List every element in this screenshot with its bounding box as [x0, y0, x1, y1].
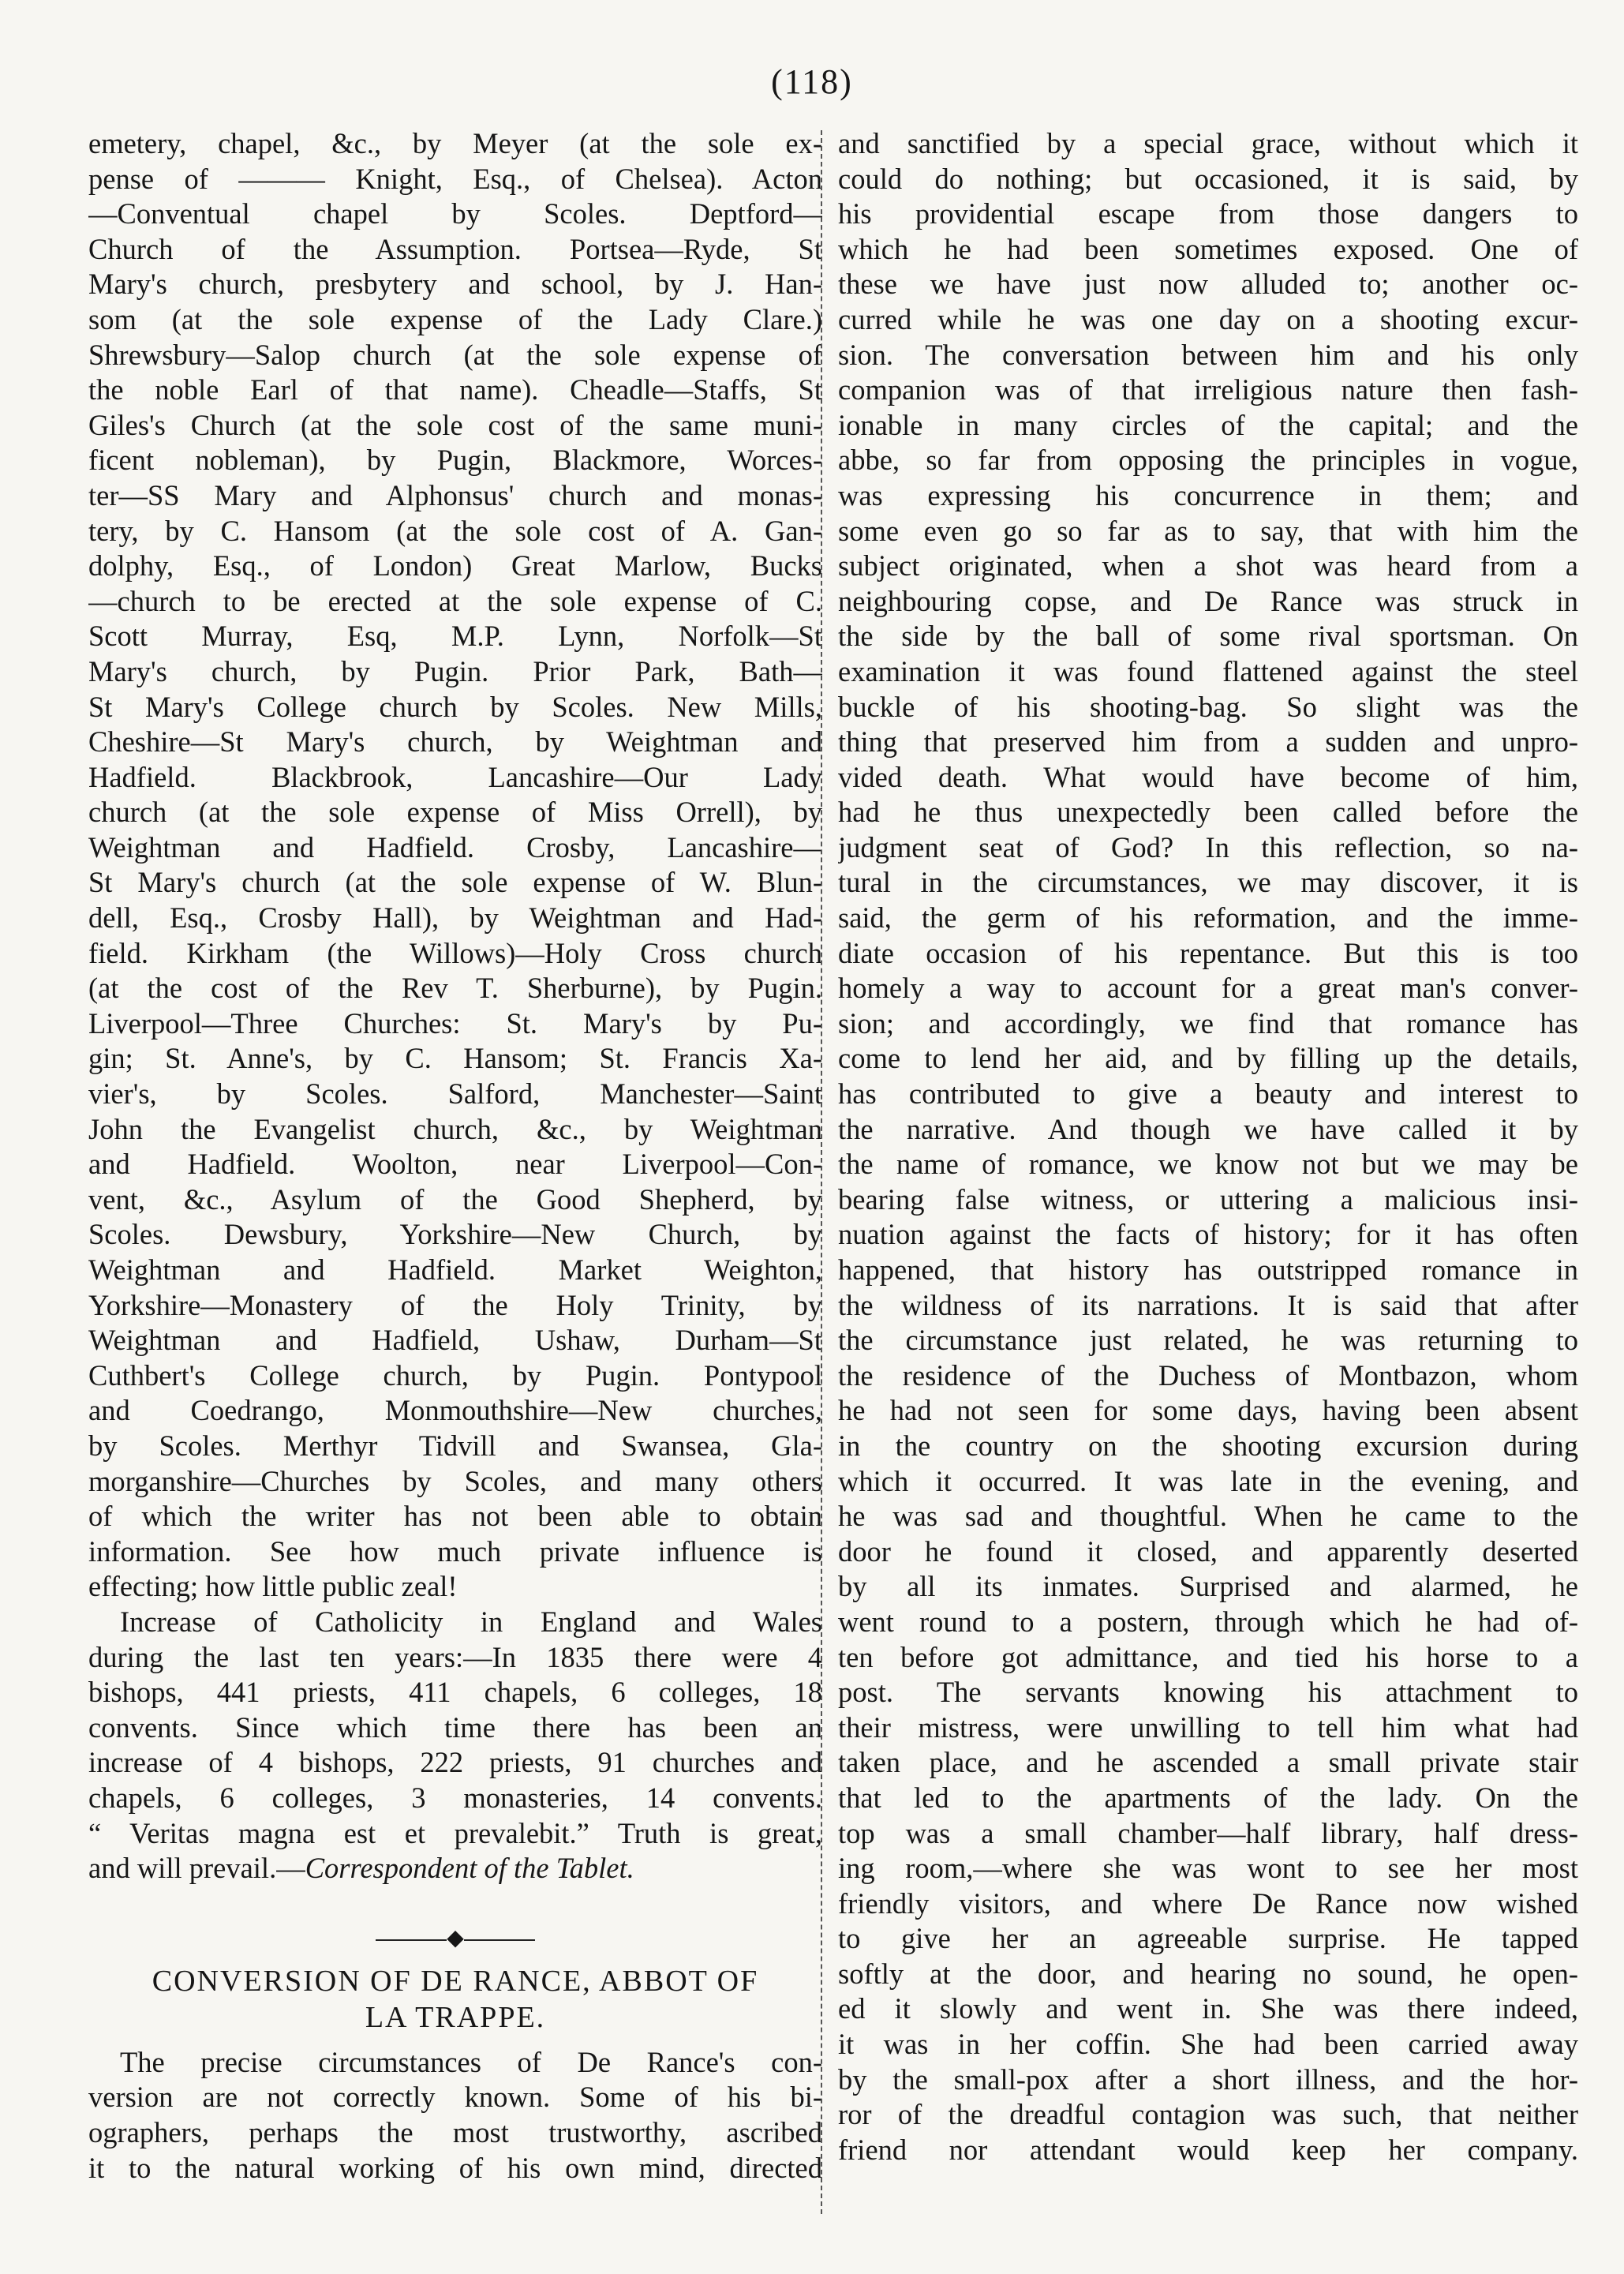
text-line: come to lend her aid, and by filling up the details, — [838, 1042, 1578, 1075]
text-line: said, the germ of his reformation, and the imme- — [838, 901, 1578, 935]
text-line: —Conventual chapel by Scoles. Deptford— — [88, 197, 822, 230]
text-line: which it occurred. It was late in the evening, and — [838, 1464, 1578, 1497]
text-line: of which the writer has not been able to obtain — [88, 1500, 822, 1533]
text-line: dolphy, Esq., of London) Great Marlow, Bucks — [88, 549, 822, 583]
text-line: tural in the circumstances, we may discover, it is — [838, 866, 1578, 899]
article-heading-line: LA TRAPPE. — [365, 2000, 546, 2034]
text-line: which he had been sometimes exposed. One of — [838, 232, 1578, 265]
text-line: chapels, 6 colleges, 3 monasteries, 14 convents. — [88, 1781, 822, 1814]
text-line: went round to a postern, through which he had of- — [838, 1605, 1578, 1638]
text-line: the narrative. And though we have called it by — [838, 1112, 1578, 1145]
text-line: ten before got admittance, and tied his horse to a — [838, 1640, 1578, 1673]
text-line: Weightman and Hadfield, Ushaw, Durham—St — [88, 1324, 822, 1357]
section-ornament: ◆ — [88, 1921, 822, 1957]
text-line: taken place, and he ascended a small private stair — [838, 1746, 1578, 1779]
text-line: it was in her coffin. She had been carried away — [838, 2028, 1578, 2061]
text-line: field. Kirkham (the Willows)—Holy Cross church — [88, 936, 822, 969]
text-line: that led to the apartments of the lady. On the — [838, 1781, 1578, 1814]
text-line: pense of ——— Knight, Esq., of Chelsea). Acton — [88, 162, 822, 195]
text-line: Cheshire—St Mary's church, by Weightman and — [88, 725, 822, 759]
text-line: Yorkshire—Monastery of the Holy Trinity, by — [88, 1288, 822, 1321]
text-line: to give her an agreeable surprise. He tapped — [838, 1922, 1578, 1955]
text-line: information. See how much private influence is — [88, 1534, 822, 1568]
text-line: bearing false witness, or uttering a malicious insi- — [838, 1182, 1578, 1216]
text-line: curred while he was one day on a shooting excur- — [838, 302, 1578, 335]
text-line: Liverpool—Three Churches: St. Mary's by Pu- — [88, 1006, 822, 1040]
text-line: (at the cost of the Rev T. Sherburne), by Pugin. — [88, 972, 822, 1005]
text-segment: and will prevail.— — [88, 1852, 305, 1885]
text-line: St Mary's church (at the sole expense of W. Blun- — [88, 866, 822, 899]
text-line: his providential escape from those dangers to — [838, 197, 1578, 230]
text-line: some even go so far as to say, that with him the — [838, 514, 1578, 547]
text-line: sion. The conversation between him and his only — [838, 338, 1578, 371]
text-line: he had not seen for some days, having been absent — [838, 1394, 1578, 1427]
text-line: and Coedrango, Monmouthshire—New churches, — [88, 1394, 822, 1427]
text-line: during the last ten years:—In 1835 there were 4 — [88, 1640, 822, 1673]
right-column — [838, 126, 1578, 2167]
text-line: the wildness of its narrations. It is said that after — [838, 1288, 1578, 1321]
text-line: had he thus unexpectedly been called before the — [838, 796, 1578, 829]
text-line: version are not correctly known. Some of his bi- — [88, 2081, 822, 2114]
text-line: dell, Esq., Crosby Hall), by Weightman and Had- — [88, 901, 822, 935]
text-line: examination it was found flattened against the steel — [838, 654, 1578, 687]
text-line: the noble Earl of that name). Cheadle—Staffs, St — [88, 373, 822, 406]
text-line: ing room,—where she was wont to see her most — [838, 1852, 1578, 1885]
text-line: it to the natural working of his own mind, directed — [88, 2151, 822, 2184]
text-line: companion was of that irreligious nature then fash- — [838, 373, 1578, 406]
text-line: has contributed to give a beauty and interest to — [838, 1077, 1578, 1111]
text-line: Giles's Church (at the sole cost of the same muni- — [88, 408, 822, 441]
text-line: Shrewsbury—Salop church (at the sole expense of — [88, 338, 822, 371]
para-catholicity-increase — [88, 1605, 822, 1851]
text-line: The precise circumstances of De Rance's con- — [120, 2045, 822, 2078]
text-line: —church to be erected at the sole expense of C. — [88, 584, 822, 617]
text-line: increase of 4 bishops, 222 priests, 91 churches and — [88, 1746, 822, 1779]
text-line: ter—SS Mary and Alphonsus' church and monas- — [88, 478, 822, 511]
text-line: diate occasion of his repentance. But this is too — [838, 936, 1578, 969]
text-line: by Scoles. Merthyr Tidvill and Swansea, Gla- — [88, 1429, 822, 1462]
text-line: Scoles. Dewsbury, Yorkshire—New Church, by — [88, 1218, 822, 1251]
text-line: nuation against the facts of history; for it has often — [838, 1218, 1578, 1251]
text-line: abbe, so far from opposing the principles in vogue, — [838, 444, 1578, 477]
text-line: sion; and accordingly, we find that romance has — [838, 1006, 1578, 1040]
text-line: gin; St. Anne's, by C. Hansom; St. Francis Xa- — [88, 1042, 822, 1075]
text-line: tery, by C. Hansom (at the sole cost of A. Gan- — [88, 514, 822, 547]
text-line: ionable in many circles of the capital; and the — [838, 408, 1578, 441]
spacer — [88, 1886, 822, 1922]
text-line: the name of romance, we know not but we may be — [838, 1148, 1578, 1181]
text-line: in the country on the shooting excursion during — [838, 1429, 1578, 1462]
article-heading-line: CONVERSION OF DE RANCE, ABBOT OF — [152, 1964, 759, 1998]
text-line: Church of the Assumption. Portsea—Ryde, St — [88, 232, 822, 265]
text-line: ror of the dreadful contagion was such, that neither — [838, 2098, 1578, 2131]
text-line: the residence of the Duchess of Montbazon, whom — [838, 1358, 1578, 1392]
text-line: friend nor attendant would keep her company. — [838, 2133, 1578, 2166]
text-line: subject originated, when a shot was heard from a — [838, 549, 1578, 583]
text-line: church (at the sole expense of Miss Orrell), by — [88, 796, 822, 829]
text-line: the side by the ball of some rival sportsman. On — [838, 620, 1578, 653]
text-line: “ Veritas magna est et prevalebit.” Truth is great, — [88, 1816, 822, 1849]
text-line: these we have just now alluded to; another oc- — [838, 268, 1578, 301]
text-line: John the Evangelist church, &c., by Weightman — [88, 1112, 822, 1145]
text-line: convents. Since which time there has been an — [88, 1710, 822, 1744]
text-line: top was a small chamber—half library, half dress- — [838, 1816, 1578, 1849]
para-church-list — [88, 126, 822, 1605]
text-line: homely a way to account for a great man's conver- — [838, 972, 1578, 1005]
left-column — [88, 126, 822, 2186]
source-attribution: Correspondent of the Tablet. — [305, 1852, 634, 1885]
text-line: ographers, perhaps the most trustworthy, ascribed — [88, 2116, 822, 2149]
text-line: post. The servants knowing his attachment to — [838, 1676, 1578, 1709]
text-line: Increase of Catholicity in England and Wales — [120, 1605, 822, 1638]
text-line: and Hadfield. Woolton, near Liverpool—Con- — [88, 1148, 822, 1181]
text-line: effecting; how little public zeal! — [88, 1570, 458, 1603]
text-line: he was sad and thoughtful. When he came to the — [838, 1500, 1578, 1533]
text-line: Hadfield. Blackbrook, Lancashire—Our Lady — [88, 760, 822, 793]
text-line: judgment seat of God? In this reflection, so na- — [838, 830, 1578, 864]
text-line: emetery, chapel, &c., by Meyer (at the sole ex- — [88, 127, 822, 159]
text-line: the circumstance just related, he was returning to — [838, 1324, 1578, 1357]
text-line — [88, 1851, 822, 1886]
text-line: happened, that history has outstripped romance in — [838, 1253, 1578, 1286]
column-divider — [821, 130, 822, 2214]
text-line: Weightman and Hadfield. Market Weighton, — [88, 1253, 822, 1286]
text-line: ficent nobleman), by Pugin, Blackmore, Worces- — [88, 444, 822, 477]
text-line: St Mary's College church by Scoles. New Mills, — [88, 690, 822, 723]
text-line: Mary's church, presbytery and school, by J. Han- — [88, 268, 822, 301]
text-line: friendly visitors, and where De Rance now wished — [838, 1886, 1578, 1920]
text-line: ed it slowly and went in. She was there indeed, — [838, 1992, 1578, 2025]
text-line: by the small-pox after a short illness, and the hor- — [838, 2062, 1578, 2096]
text-line: softly at the door, and hearing no sound, he open- — [838, 1957, 1578, 1990]
text-line: morganshire—Churches by Scoles, and many others — [88, 1464, 822, 1497]
text-line: their mistress, were unwilling to tell him what had — [838, 1710, 1578, 1744]
text-line: Mary's church, by Pugin. Prior Park, Bath— — [88, 654, 822, 687]
text-line: vided death. What would have become of him, — [838, 760, 1578, 793]
text-line: som (at the sole expense of the Lady Clare.) — [88, 302, 822, 335]
para-conversion-intro — [88, 2045, 822, 2186]
text-line: and sanctified by a special grace, without which it — [838, 127, 1578, 159]
text-line: bishops, 441 priests, 411 chapels, 6 colleges, 18 — [88, 1676, 822, 1709]
text-line: vent, &c., Asylum of the Good Shepherd, by — [88, 1182, 822, 1216]
text-line: door he found it closed, and apparently deserted — [838, 1534, 1578, 1568]
text-line: neighbouring copse, and De Rance was struck in — [838, 584, 1578, 617]
text-line: buckle of his shooting-bag. So slight was the — [838, 690, 1578, 723]
text-line: vier's, by Scoles. Salford, Manchester—Saint — [88, 1077, 822, 1111]
text-line: thing that preserved him from a sudden and unpro- — [838, 725, 1578, 759]
page-number: (118) — [771, 62, 853, 101]
text-line: Cuthbert's College church, by Pugin. Pontypool — [88, 1358, 822, 1392]
text-line: Scott Murray, Esq, M.P. Lynn, Norfolk—St — [88, 620, 822, 653]
text-line: could do nothing; but occasioned, it is said, by — [838, 162, 1578, 195]
text-line: was expressing his concurrence in them; and — [838, 478, 1578, 511]
text-line: Weightman and Hadfield. Crosby, Lancashire— — [88, 830, 822, 864]
text-line: by all its inmates. Surprised and alarmed, he — [838, 1570, 1578, 1603]
